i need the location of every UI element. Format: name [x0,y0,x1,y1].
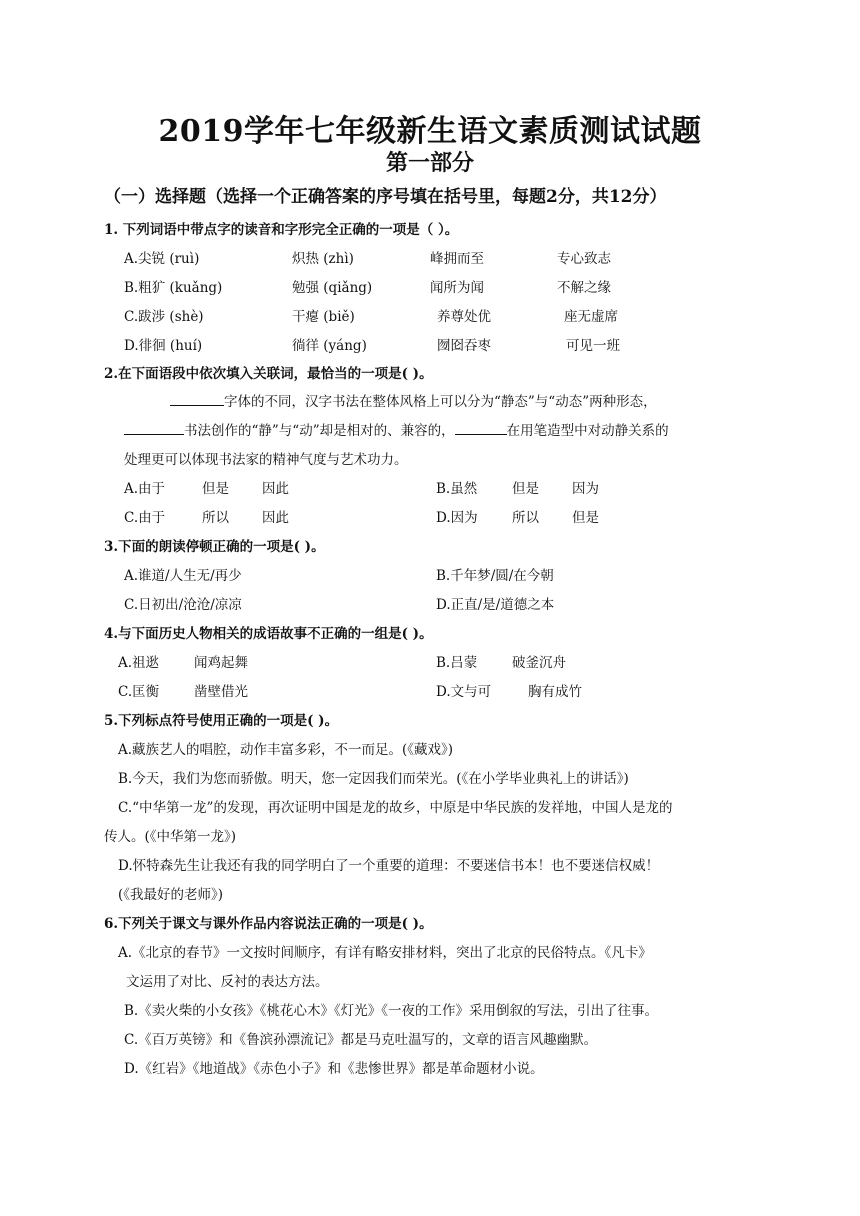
exam-title: 2019学年七年级新生语文素质测试试题 [158,114,702,149]
part-heading: 第一部分 [385,150,474,176]
q5-option-d-line-1: D.怀特森先生让我还有我的同学明白了一个重要的道理：不要迷信书本！也不要迷信权威！ [118,858,660,874]
q1-option-c-4: 座无虚席 [564,309,618,325]
q4-option-b-idiom: 破釜沉舟 [512,655,566,671]
q5-option-d-line-2: (《我最好的老师》) [118,887,224,903]
q2-option-c-3: 因此 [262,510,289,526]
q2-option-a-1: A.由于 [124,481,166,497]
q4-option-d-idiom: 胸有成竹 [528,684,582,700]
question-1-stem: 1. 下列词语中带点字的读音和字形完全正确的一项是（ ）。 [104,222,459,238]
q1-option-b-4: 不解之缘 [557,280,611,296]
q2-paragraph-text-1: 字体的不同，汉字书法在整体风格上可以分为“静态”与“动态”两种形态， [224,394,657,410]
q1-option-a-1: A.尖锐 (ruì) [124,251,200,267]
q1-option-d-3: 囫囵吞枣 [437,338,491,354]
question-3-stem: 3.下面的朗读停顿正确的一项是( )。 [104,539,325,555]
q1-option-d-4: 可见一班 [566,338,620,354]
fill-blank-2[interactable] [124,420,184,435]
q4-option-b-person: B.吕蒙 [436,655,478,671]
q5-option-b: B.今天，我们为您而骄傲。明天，您一定因我们而荣光。(《在小学毕业典礼上的讲话》) [118,771,629,787]
q1-option-a-2: 炽热 (zhì) [292,251,354,267]
q2-option-d-1: D.因为 [436,510,478,526]
fill-blank-1[interactable] [170,391,224,406]
question-2-stem: 2.在下面语段中依次填入关联词，最恰当的一项是( )。 [104,366,433,382]
q6-option-c: C.《百万英镑》和《鲁滨孙漂流记》都是马克吐温写的，文章的语言风趣幽默。 [124,1032,598,1048]
q4-option-a-idiom: 闻鸡起舞 [194,655,248,671]
q2-paragraph-line-2 [124,419,669,439]
q1-option-a-4: 专心致志 [557,251,611,267]
q3-option-c: C.日初出/沧沧/凉凉 [124,597,242,613]
q1-option-b-3: 闻所为闻 [430,280,484,296]
q2-option-b-1: B.虽然 [436,481,478,497]
q2-paragraph-text-2a: 书法创作的“静”与“动”却是相对的、兼容的， [184,423,455,439]
q6-option-a-line-1: A.《北京的春节》一文按时间顺序，有详有略安排材料，突出了北京的民俗特点。《凡卡》 [118,945,652,961]
q4-option-d-person: D.文与可 [436,684,492,700]
q4-option-c-person: C.匡衡 [118,684,160,700]
q1-option-b-1: B.粗犷 (kuǎng) [124,280,223,296]
q4-option-c-idiom: 凿壁借光 [194,684,248,700]
question-4-stem: 4.与下面历史人物相关的成语故事不正确的一组是( )。 [104,626,433,642]
q2-option-b-3: 因为 [572,481,599,497]
q2-option-a-3: 因此 [262,481,289,497]
q6-option-a-line-2: 文运用了对比、反衬的表达方法。 [126,974,329,990]
question-5-stem: 5.下列标点符号使用正确的一项是( )。 [104,713,339,729]
q1-option-d-1: D.徘徊 (huí) [124,338,203,354]
section-heading: （一）选择题（选择一个正确答案的序号填在括号里，每题2分，共12分） [104,187,667,207]
q4-option-a-person: A.祖逖 [118,655,160,671]
q2-option-b-2: 但是 [512,481,539,497]
q3-option-d: D.正直/是/道德之本 [436,597,555,613]
q1-option-c-1: C.跋涉 (shè) [124,309,204,325]
q3-option-b: B.千年梦/圆/在今朝 [436,568,554,584]
q5-option-c-line-1: C.“中华第一龙”的发现，再次证明中国是龙的故乡，中原是中华民族的发祥地，中国人是龙的 [118,800,673,816]
q2-option-c-2: 所以 [202,510,229,526]
q6-option-b: B.《卖火柴的小女孩》《桃花心木》《灯光》《一夜的工作》采用倒叙的写法，引出了往事。 [124,1003,658,1019]
q1-option-b-2: 勉强 (qiǎng) [292,280,373,296]
q5-option-c-line-2: 传人。(《中华第一龙》) [104,829,237,845]
question-6-stem: 6.下列关于课文与课外作品内容说法正确的一项是( )。 [104,916,433,932]
q2-option-d-3: 但是 [572,510,599,526]
q5-option-a: A.藏族艺人的唱腔，动作丰富多彩，不一而足。(《藏戏》) [118,742,454,758]
q2-paragraph-line-3: 处理更可以体现书法家的精神气度与艺术功力。 [124,452,408,468]
q1-option-c-3: 养尊处优 [437,309,491,325]
q2-paragraph-text-2b: 在用笔造型中对动静关系的 [506,423,669,439]
q2-option-d-2: 所以 [512,510,539,526]
fill-blank-3[interactable] [455,420,507,435]
q3-option-a: A.谁道/人生无/再少 [124,568,242,584]
q2-option-a-2: 但是 [202,481,229,497]
q1-option-a-3: 峰拥而至 [430,251,484,267]
q6-option-d: D.《红岩》《地道战》《赤色小子》和《悲惨世界》都是革命题材小说。 [124,1061,544,1077]
q1-option-d-2: 徜徉 (yáng) [292,338,367,354]
q1-option-c-2: 干瘪 (biě) [292,309,355,325]
q2-paragraph-line-1 [170,390,657,410]
q2-option-c-1: C.由于 [124,510,166,526]
